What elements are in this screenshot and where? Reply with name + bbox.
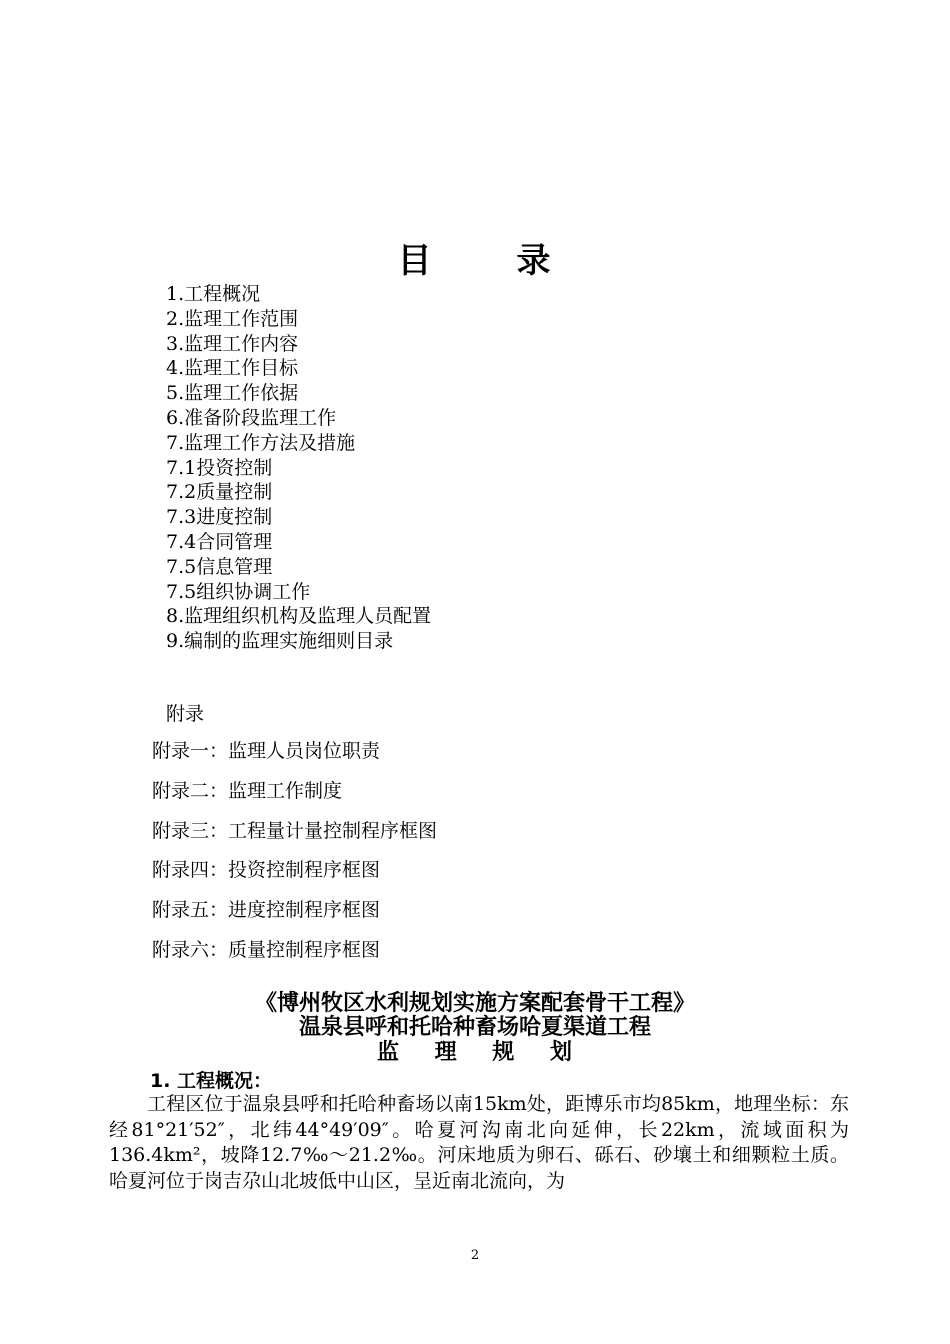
appendix-item[interactable]: 附录五：进度控制程序框图: [152, 899, 381, 922]
toc-item[interactable]: 2.监理工作范围: [166, 307, 299, 330]
toc-item[interactable]: 6.准备阶段监理工作: [166, 406, 337, 429]
toc-list: [166, 282, 431, 654]
toc-item[interactable]: 9.编制的监理实施细则目录: [166, 630, 394, 653]
toc-title: 目 录: [397, 241, 553, 281]
toc-item[interactable]: 7.1投资控制: [166, 456, 273, 479]
body-paragraph: 工程区位于温泉县呼和托哈种畜场以南15km处，距博乐市均85km，地理坐标：东经81°21′52″，北纬44°49′09″。哈夏河沟南北向延伸，长22km，流域面积为136.4km²，坡降12.7‰～21.2‰。河床地质为卵石、砾石、砂壤土和细颗粒土质。哈夏河位于岗吉尕山北坡低中山区，呈近南北流向，为: [109, 1093, 849, 1192]
appendix-item[interactable]: 附录一：监理人员岗位职责: [152, 740, 381, 762]
toc-item[interactable]: 7.5组织协调工作: [166, 580, 311, 603]
toc-item[interactable]: 7.2质量控制: [166, 481, 273, 504]
document-title-line3: 监 理 规 划: [377, 1040, 573, 1065]
appendix-item[interactable]: 附录二：监理工作制度: [152, 779, 343, 802]
toc-item[interactable]: 3.监理工作内容: [166, 332, 299, 355]
appendix-item[interactable]: 附录四：投资控制程序框图: [152, 859, 381, 882]
toc-item[interactable]: 5.监理工作依据: [166, 382, 299, 405]
document-title-line1: 《博州牧区水利规划实施方案配套骨干工程》: [254, 991, 695, 1016]
toc-item[interactable]: 7.3进度控制: [166, 506, 273, 529]
toc-item[interactable]: 7.5信息管理: [166, 555, 273, 578]
toc-item[interactable]: 7.4合同管理: [166, 530, 273, 553]
document-title-line2: 温泉县呼和托哈种畜场哈夏渠道工程: [298, 1015, 651, 1040]
appendix-list: [152, 738, 437, 977]
section-heading: 1. 工程概况：: [150, 1070, 273, 1092]
toc-item[interactable]: 8.监理组织机构及监理人员配置: [166, 605, 432, 628]
toc-item[interactable]: 7.监理工作方法及措施: [166, 431, 356, 454]
page-number: 2: [470, 1248, 480, 1263]
toc-item[interactable]: 1.工程概况: [166, 283, 261, 305]
toc-item[interactable]: 4.监理工作目标: [166, 357, 299, 380]
appendix-heading: 附录: [166, 703, 205, 725]
appendix-item[interactable]: 附录三：工程量计量控制程序框图: [152, 819, 438, 842]
appendix-item[interactable]: 附录六：质量控制程序框图: [152, 938, 381, 961]
